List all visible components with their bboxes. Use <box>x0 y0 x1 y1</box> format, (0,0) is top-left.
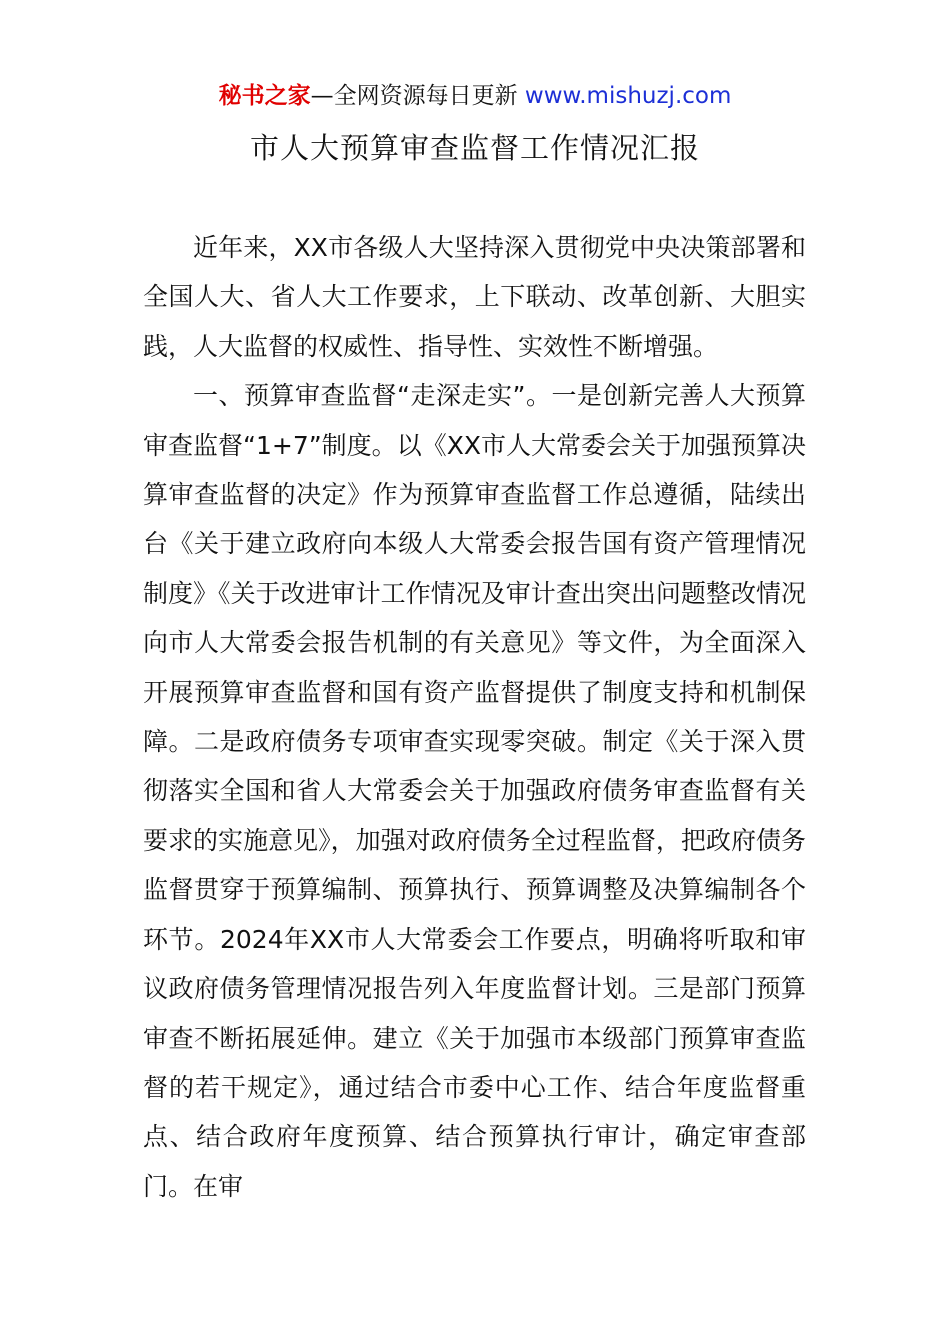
paragraph-budget-review: 一、预算审查监督“走深走实”。一是创新完善人大预算审查监督“1+7”制度。以《XX市人大常委会关于加强预算决算审查监督的决定》作为预算审查监督工作总遵循，陆续出台《关于建立政府向本级人大常委会报告国有资产管理情况制度》《关于改进审计工作情况及审计查出突出问题整改情况向市人大常委会报告机制的有关意见》等文件，为全面深入开展预算审查监督和国有资产监督提供了制度支持和机制保障。二是政府债务专项审查实现零突破。制定《关于深入贯彻落实全国和省人大常委会关于加强政府债务审查监督有关要求的实施意见》，加强对政府债务全过程监督，把政府债务监督贯穿于预算编制、预算执行、预算调整及决算编制各个环节。2024年XX市人大常委会工作要点，明确将听取和审议政府债务管理情况报告列入年度监督计划。三是部门预算审查不断拓展延伸。建立《关于加强市本级部门预算审查监督的若干规定》，通过结合市委中心工作、结合年度监督重点、结合政府年度预算、结合预算执行审计，确定审查部门。在审 <box>143 381 806 1201</box>
paragraph-intro: 近年来，XX市各级人大坚持深入贯彻党中央决策部署和全国人大、省人大工作要求，上下联动、改革创新、大胆实践，人大监督的权威性、指导性、实效性不断增强。 <box>143 233 806 361</box>
document-title: 市人大预算审查监督工作情况汇报 <box>249 131 700 165</box>
header-tagline: —全网资源每日更新 <box>310 83 525 109</box>
brand-name: 秘书之家 <box>218 83 311 109</box>
document-body <box>143 223 806 1211</box>
site-header <box>0 78 950 114</box>
site-url[interactable]: www.mishuzj.com <box>524 83 732 109</box>
